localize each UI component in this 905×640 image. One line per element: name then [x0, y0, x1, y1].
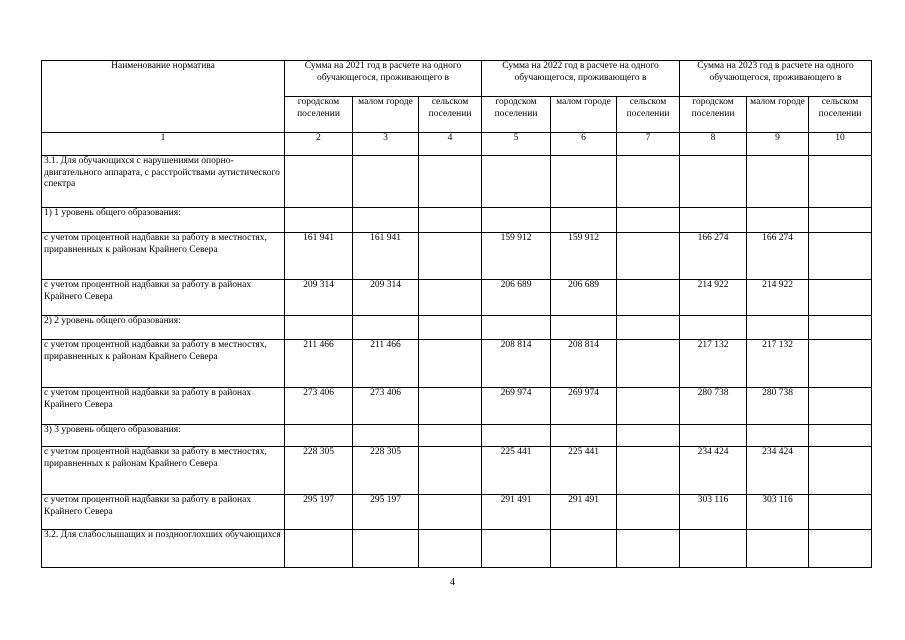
table-row: [42, 495, 872, 530]
column-number: 6: [551, 133, 617, 156]
value-cell: 161 941: [353, 233, 419, 280]
value-cell: 166 274: [680, 233, 747, 280]
value-cell: [419, 530, 482, 568]
value-cell: 208 814: [551, 340, 617, 388]
table-row: [42, 156, 872, 208]
value-cell: [353, 425, 419, 447]
row-name: с учетом процентной надбавки за работу в районах Крайнего Севера: [42, 388, 285, 425]
value-cell: [617, 447, 680, 495]
table-row: [42, 425, 872, 447]
row-name: с учетом процентной надбавки за работу в местностях, приравненных к районам Крайнего Севера: [42, 447, 285, 495]
value-cell: [482, 425, 551, 447]
value-cell: [419, 156, 482, 208]
row-name: с учетом процентной надбавки за работу в районах Крайнего Севера: [42, 495, 285, 530]
value-cell: 209 314: [285, 280, 353, 316]
column-number: 10: [809, 133, 872, 156]
value-cell: 295 197: [285, 495, 353, 530]
value-cell: 225 441: [482, 447, 551, 495]
value-cell: [617, 495, 680, 530]
value-cell: [285, 530, 353, 568]
value-cell: [680, 316, 747, 340]
row-name: 3.1. Для обучающихся с нарушениями опорно-двигательного аппарата, с расстройствами аутистического спектра: [42, 156, 285, 208]
value-cell: [482, 156, 551, 208]
value-cell: 211 466: [353, 340, 419, 388]
column-numbers-row: [42, 133, 872, 156]
value-cell: 209 314: [353, 280, 419, 316]
value-cell: [617, 530, 680, 568]
value-cell: 161 941: [285, 233, 353, 280]
value-cell: [285, 425, 353, 447]
value-cell: [285, 208, 353, 233]
value-cell: [551, 530, 617, 568]
value-cell: [809, 316, 872, 340]
value-cell: 159 912: [482, 233, 551, 280]
header-year-2022: Сумма на 2022 год в расчете на одного обучающегося, проживающего в: [482, 61, 680, 97]
table-row: [42, 530, 872, 568]
value-cell: 303 116: [680, 495, 747, 530]
value-cell: 234 424: [747, 447, 809, 495]
value-cell: 225 441: [551, 447, 617, 495]
value-cell: [809, 208, 872, 233]
column-number: 2: [285, 133, 353, 156]
value-cell: 217 132: [680, 340, 747, 388]
value-cell: [551, 208, 617, 233]
value-cell: 295 197: [353, 495, 419, 530]
value-cell: [809, 156, 872, 208]
norms-table: [41, 60, 872, 568]
value-cell: [680, 425, 747, 447]
value-cell: [617, 280, 680, 316]
value-cell: [809, 388, 872, 425]
value-cell: 269 974: [482, 388, 551, 425]
value-cell: 166 274: [747, 233, 809, 280]
value-cell: [419, 280, 482, 316]
table-row: [42, 208, 872, 233]
value-cell: [747, 425, 809, 447]
value-cell: [285, 316, 353, 340]
value-cell: [482, 208, 551, 233]
value-cell: 234 424: [680, 447, 747, 495]
row-name: 3) 3 уровень общего образования:: [42, 425, 285, 447]
column-number: 4: [419, 133, 482, 156]
table-row: [42, 280, 872, 316]
value-cell: 228 305: [353, 447, 419, 495]
value-cell: [809, 425, 872, 447]
value-cell: [551, 156, 617, 208]
header-row-years: [42, 61, 872, 97]
column-number: 7: [617, 133, 680, 156]
value-cell: 303 116: [747, 495, 809, 530]
column-number: 8: [680, 133, 747, 156]
value-cell: [419, 233, 482, 280]
value-cell: [419, 425, 482, 447]
header-rural: сельском поселении: [809, 97, 872, 133]
value-cell: [809, 530, 872, 568]
table-row: [42, 340, 872, 388]
value-cell: [617, 233, 680, 280]
table-row: [42, 316, 872, 340]
value-cell: 228 305: [285, 447, 353, 495]
value-cell: [809, 280, 872, 316]
value-cell: [617, 388, 680, 425]
value-cell: [617, 208, 680, 233]
value-cell: [551, 425, 617, 447]
header-urban: городском поселении: [680, 97, 747, 133]
row-name: с учетом процентной надбавки за работу в районах Крайнего Севера: [42, 280, 285, 316]
value-cell: [747, 156, 809, 208]
table-row: [42, 388, 872, 425]
value-cell: [809, 447, 872, 495]
value-cell: 214 922: [680, 280, 747, 316]
value-cell: 273 406: [285, 388, 353, 425]
value-cell: [285, 156, 353, 208]
row-name: с учетом процентной надбавки за работу в местностях, приравненных к районам Крайнего Севера: [42, 340, 285, 388]
header-urban: городском поселении: [285, 97, 353, 133]
value-cell: [617, 316, 680, 340]
table-row: [42, 233, 872, 280]
value-cell: [353, 156, 419, 208]
value-cell: [809, 233, 872, 280]
value-cell: [419, 316, 482, 340]
value-cell: [747, 316, 809, 340]
value-cell: [747, 530, 809, 568]
value-cell: 273 406: [353, 388, 419, 425]
column-number: 1: [42, 133, 285, 156]
value-cell: [353, 208, 419, 233]
value-cell: [747, 208, 809, 233]
header-rural: сельском поселении: [419, 97, 482, 133]
table-body: [42, 156, 872, 568]
value-cell: 211 466: [285, 340, 353, 388]
header-rural: сельском поселении: [617, 97, 680, 133]
value-cell: [809, 340, 872, 388]
column-number: 5: [482, 133, 551, 156]
value-cell: 206 689: [482, 280, 551, 316]
value-cell: [353, 316, 419, 340]
value-cell: 280 738: [680, 388, 747, 425]
value-cell: 269 974: [551, 388, 617, 425]
value-cell: 291 491: [551, 495, 617, 530]
value-cell: [680, 208, 747, 233]
column-number: 9: [747, 133, 809, 156]
row-name: с учетом процентной надбавки за работу в местностях, приравненных к районам Крайнего Севера: [42, 233, 285, 280]
value-cell: 214 922: [747, 280, 809, 316]
row-name: 1) 1 уровень общего образования:: [42, 208, 285, 233]
value-cell: 280 738: [747, 388, 809, 425]
header-small-town: малом городе: [353, 97, 419, 133]
value-cell: 291 491: [482, 495, 551, 530]
value-cell: [419, 340, 482, 388]
value-cell: 217 132: [747, 340, 809, 388]
value-cell: [419, 447, 482, 495]
header-urban: городском поселении: [482, 97, 551, 133]
value-cell: 159 912: [551, 233, 617, 280]
header-small-town: малом городе: [747, 97, 809, 133]
row-name: 3.2. Для слабослышащих и позднооглохших обучающихся: [42, 530, 285, 568]
value-cell: [617, 340, 680, 388]
value-cell: [419, 208, 482, 233]
value-cell: [809, 495, 872, 530]
value-cell: [617, 425, 680, 447]
value-cell: 208 814: [482, 340, 551, 388]
value-cell: 206 689: [551, 280, 617, 316]
value-cell: [419, 388, 482, 425]
value-cell: [551, 316, 617, 340]
value-cell: [680, 156, 747, 208]
header-name-column: Наименование норматива: [42, 61, 285, 133]
value-cell: [680, 530, 747, 568]
header-year-2023: Сумма на 2023 год в расчете на одного обучающегося, проживающего в: [680, 61, 872, 97]
row-name: 2) 2 уровень общего образования:: [42, 316, 285, 340]
value-cell: [482, 530, 551, 568]
header-year-2021: Сумма на 2021 год в расчете на одного обучающегося, проживающего в: [285, 61, 482, 97]
column-number: 3: [353, 133, 419, 156]
value-cell: [482, 316, 551, 340]
header-small-town: малом городе: [551, 97, 617, 133]
table-row: [42, 447, 872, 495]
page-number: 4: [450, 577, 455, 588]
value-cell: [419, 495, 482, 530]
value-cell: [353, 530, 419, 568]
value-cell: [617, 156, 680, 208]
